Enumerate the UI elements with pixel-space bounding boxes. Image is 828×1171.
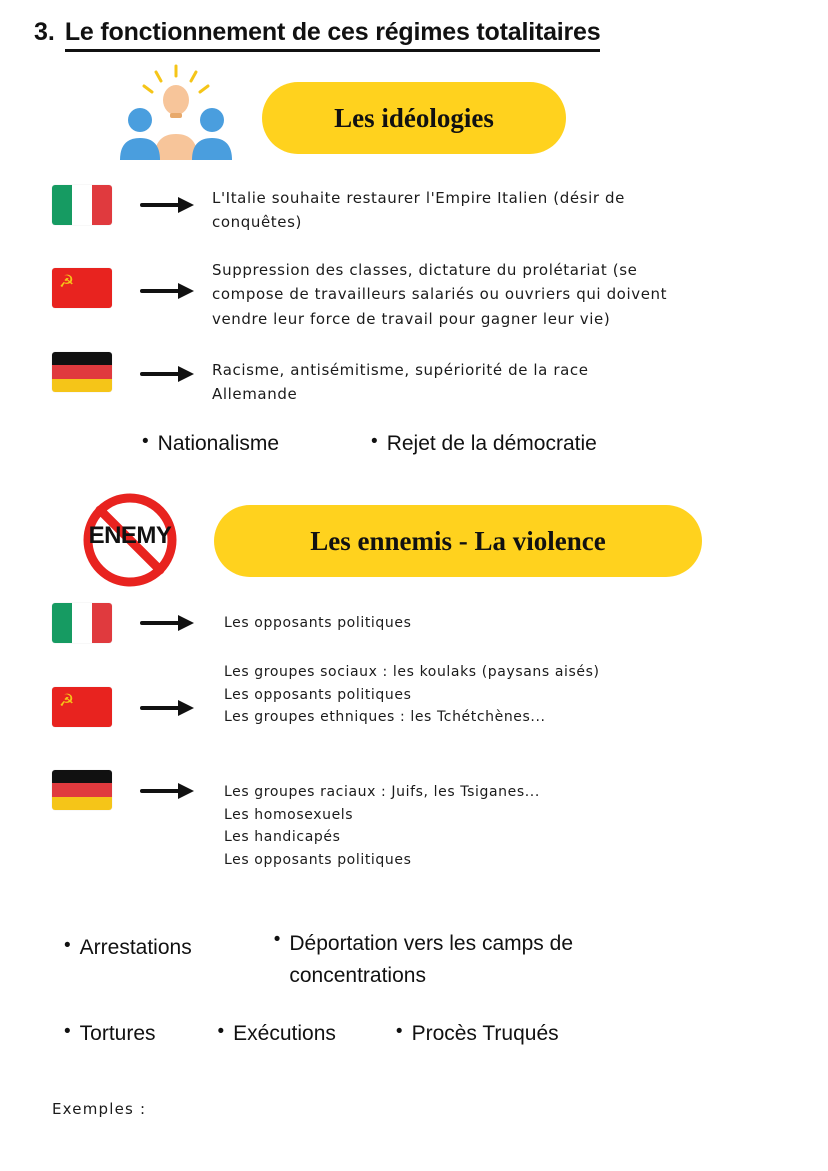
enemy-text-ussr xyxy=(224,661,804,729)
arrow-icon xyxy=(140,195,198,215)
ideology-text-ussr xyxy=(212,258,792,331)
bullet-label: Nationalisme xyxy=(157,432,280,455)
arrow-icon xyxy=(140,281,198,301)
bullet-dot: • xyxy=(273,929,281,950)
text-line: Suppression des classes, dictature du prolétariat (se xyxy=(212,261,638,279)
text-line: Les groupes raciaux : Juifs, les Tsiganes... xyxy=(224,784,540,800)
text-line: Les opposants politiques xyxy=(224,686,412,703)
page-title xyxy=(34,18,600,52)
people-idea-icon xyxy=(118,64,234,160)
bullet-item xyxy=(142,430,279,458)
ideology-text-germany xyxy=(212,358,772,407)
bullet-item xyxy=(64,1020,156,1048)
bullet-dot: • xyxy=(371,431,378,452)
italy-flag xyxy=(52,185,112,225)
text-line: conquêtes) xyxy=(212,213,302,232)
section-banner-ideologies: Les idéologies xyxy=(262,82,566,154)
enemy-text-germany xyxy=(224,781,804,872)
ideology-bullets xyxy=(142,430,597,458)
italy-flag xyxy=(52,603,112,643)
text-line: Les opposants politiques xyxy=(224,852,412,869)
hammer-sickle-icon: ☭ xyxy=(59,272,75,292)
bullet-item xyxy=(396,1020,559,1048)
arrow-icon xyxy=(140,698,198,718)
hammer-sickle-icon: ☭ xyxy=(59,691,75,711)
text-line: compose de travailleurs salariés ou ouvriers qui doivent xyxy=(212,285,668,304)
bullet-label: Tortures xyxy=(79,1022,156,1045)
text-line: Les handicapés xyxy=(224,829,341,846)
bullet-item xyxy=(371,430,597,458)
bullet-dot: • xyxy=(395,1021,403,1042)
arrow-icon xyxy=(140,364,198,384)
enemy-text-italy xyxy=(224,612,784,635)
bullet-item xyxy=(218,1020,336,1048)
germany-flag xyxy=(52,352,112,392)
text-line: L'Italie souhaite restaurer l'Empire Italien (désir de xyxy=(212,189,625,207)
ideology-text-italy xyxy=(212,186,772,235)
germany-flag xyxy=(52,770,112,810)
bullet-label: Déportation vers les camps de concentrations xyxy=(289,932,573,987)
text-line: Allemande xyxy=(212,385,298,404)
bullet-item xyxy=(64,934,192,962)
heading-number: 3. xyxy=(34,18,55,46)
enemy-bullets-row-1 xyxy=(64,928,694,991)
arrow-icon xyxy=(140,613,198,633)
ussr-flag xyxy=(52,268,112,308)
section-banner-ennemis: Les ennemis - La violence xyxy=(214,505,702,577)
examples-label: Exemples : xyxy=(52,1100,147,1118)
bullet-item xyxy=(274,928,694,991)
text-line: Les homosexuels xyxy=(224,806,354,823)
text-line: vendre leur force de travail pour gagner leur vie) xyxy=(212,309,611,328)
bullet-label: Exécutions xyxy=(233,1022,336,1045)
forbidden-enemy-icon xyxy=(72,492,188,588)
enemy-bullets-row-2 xyxy=(64,1020,559,1048)
text-line: Les groupes ethniques : les Tchétchènes... xyxy=(224,709,546,726)
bullet-dot: • xyxy=(142,431,149,452)
bullet-label: Rejet de la démocratie xyxy=(386,432,597,455)
bullet-dot: • xyxy=(64,935,71,956)
text-line: Les groupes sociaux : les koulaks (paysans aisés) xyxy=(224,664,600,680)
bullet-label: Procès Truqués xyxy=(411,1022,559,1045)
ussr-flag xyxy=(52,687,112,727)
bullet-label: Arrestations xyxy=(79,936,192,959)
arrow-icon xyxy=(140,781,198,801)
bullet-dot: • xyxy=(217,1021,225,1042)
heading-text: Le fonctionnement de ces régimes totalitaires xyxy=(65,18,601,52)
text-line: Les opposants politiques xyxy=(224,615,412,631)
bullet-dot: • xyxy=(64,1021,71,1042)
enemy-word-label: ENEMY xyxy=(88,522,172,549)
text-line: Racisme, antisémitisme, supériorité de la race xyxy=(212,361,589,379)
